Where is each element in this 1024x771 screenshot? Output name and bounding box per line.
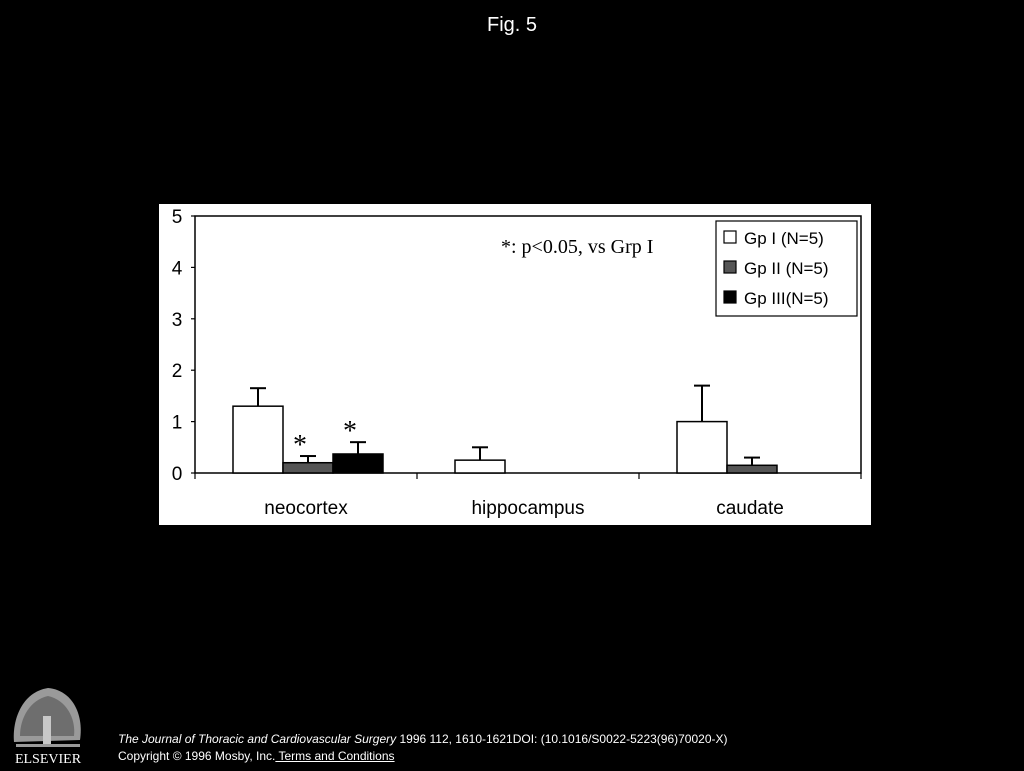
y-tick-label: 2	[171, 361, 183, 383]
bar-caudate-series-2	[727, 465, 777, 473]
significance-annotation: *: p<0.05, vs Grp I	[501, 236, 654, 258]
legend-swatch-1	[724, 231, 736, 243]
bar-chart	[159, 204, 871, 525]
bar-hippocampus-series-1	[455, 460, 505, 473]
x-category-label: hippocampus	[471, 498, 585, 519]
bar-caudate-series-1	[677, 422, 727, 473]
y-tick-label: 3	[171, 309, 183, 331]
bar-neocortex-series-2	[283, 463, 333, 473]
x-category-label: caudate	[716, 498, 784, 519]
elsevier-logo-text: ELSEVIER	[14, 752, 82, 766]
y-tick-label: 5	[171, 207, 183, 228]
elsevier-tree-icon	[8, 680, 88, 766]
citation-block	[118, 731, 728, 765]
legend-swatch-3	[724, 291, 736, 303]
legend-label-3: Gp III(N=5)	[744, 289, 829, 308]
y-tick-label: 4	[171, 258, 183, 280]
x-category-label: neocortex	[264, 498, 348, 519]
figure-title: Fig. 5	[486, 14, 538, 36]
bar-neocortex-series-3	[333, 454, 383, 473]
citation-details: 1996 112, 1610-1621DOI: (10.1016/S0022-5223(96)70020-X)	[396, 732, 728, 746]
bars	[233, 386, 777, 473]
journal-name: The Journal of Thoracic and Cardiovascular Surgery	[118, 732, 397, 746]
legend	[716, 221, 857, 316]
significance-marker: *	[293, 430, 307, 462]
legend-swatch-2	[724, 261, 736, 273]
copyright-line	[118, 748, 728, 765]
citation-line	[118, 731, 728, 748]
y-tick-label: 1	[171, 412, 183, 434]
elsevier-logo	[8, 680, 88, 766]
copyright-text: Copyright © 1996 Mosby, Inc.	[118, 749, 276, 763]
y-tick-label: 0	[171, 464, 183, 485]
terms-and-conditions-link[interactable]: Terms and Conditions	[275, 749, 395, 763]
legend-label-1: Gp I (N=5)	[744, 229, 824, 248]
chart-panel	[159, 204, 871, 525]
legend-label-2: Gp II (N=5)	[744, 259, 829, 278]
significance-marker: *	[343, 416, 357, 448]
bar-neocortex-series-1	[233, 406, 283, 473]
